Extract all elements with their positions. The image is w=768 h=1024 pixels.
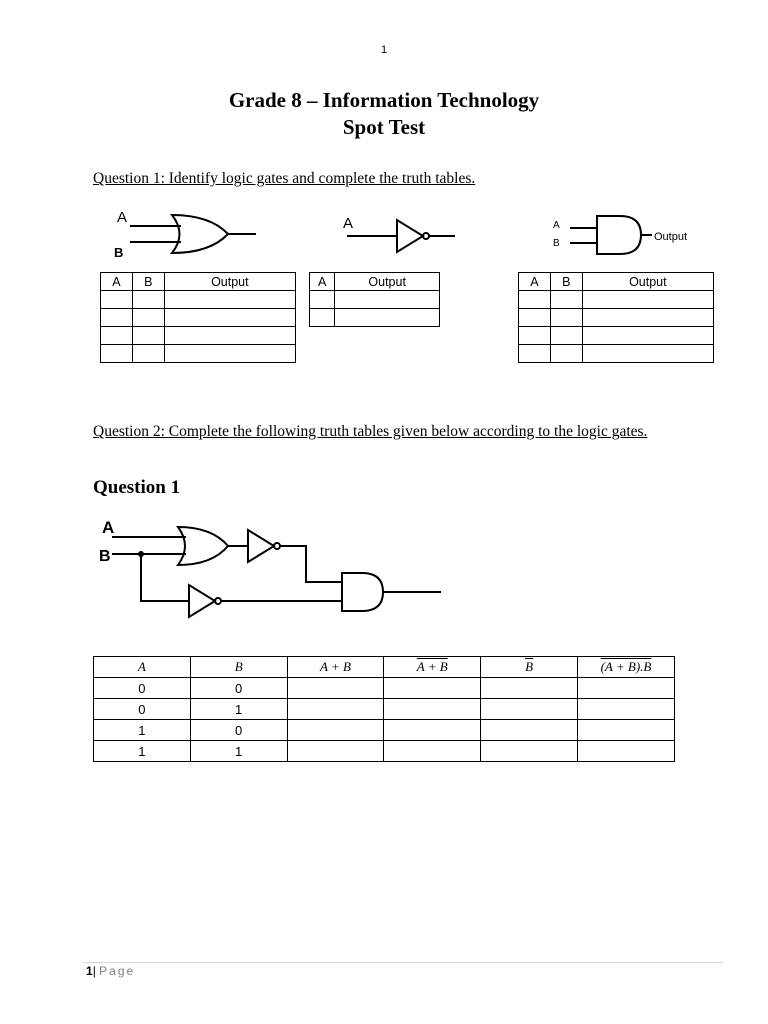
table-row xyxy=(101,345,296,363)
table-cell[interactable] xyxy=(384,741,481,762)
page-title: Grade 8 – Information Technology xyxy=(228,88,540,112)
table-cell[interactable] xyxy=(519,291,551,309)
and-gate-icon xyxy=(570,216,652,254)
table-cell[interactable] xyxy=(384,699,481,720)
table-cell: 1 xyxy=(94,720,191,741)
not-gate-input-a: A xyxy=(343,215,354,232)
table-cell[interactable] xyxy=(550,327,582,345)
table-cell[interactable] xyxy=(310,291,335,309)
overlined-expression: $\overline{B}$ xyxy=(525,659,534,674)
table-header: B xyxy=(550,273,582,291)
table-row xyxy=(101,291,296,309)
table-cell: 0 xyxy=(190,678,287,699)
table-cell[interactable] xyxy=(164,327,295,345)
circuit-input-b: B xyxy=(99,548,111,565)
header-page-number: 1 xyxy=(380,44,388,56)
table-cell[interactable] xyxy=(384,720,481,741)
table-cell[interactable] xyxy=(132,291,164,309)
and-gate-input-a: A xyxy=(553,220,560,231)
table-cell: 0 xyxy=(94,678,191,699)
table-header: A xyxy=(101,273,133,291)
table-row xyxy=(519,291,714,309)
not-gate-icon xyxy=(189,585,342,617)
table-cell[interactable] xyxy=(287,741,384,762)
table-cell[interactable] xyxy=(577,741,674,762)
question2-subheading: Question 1 xyxy=(93,477,181,498)
footer-page-number: 1 xyxy=(86,964,93,978)
footer-divider xyxy=(83,962,723,963)
table-cell[interactable] xyxy=(101,327,133,345)
or-gate-input-b: B xyxy=(114,245,124,260)
and-gate-icon xyxy=(342,573,441,611)
question1-text: Question 1: Identify logic gates and complete the truth tables. xyxy=(93,170,476,187)
page-footer xyxy=(86,964,135,978)
table-row xyxy=(94,741,675,762)
table-row xyxy=(94,720,675,741)
table-cell[interactable] xyxy=(577,699,674,720)
table-cell[interactable] xyxy=(384,678,481,699)
table-cell[interactable] xyxy=(481,720,578,741)
table-header: Output xyxy=(582,273,713,291)
table-row xyxy=(101,327,296,345)
table-header: A xyxy=(310,273,335,291)
table-row xyxy=(94,678,675,699)
table-header: A xyxy=(519,273,551,291)
table-cell[interactable] xyxy=(481,678,578,699)
table-cell: 0 xyxy=(190,720,287,741)
table-cell[interactable] xyxy=(101,309,133,327)
table-cell[interactable] xyxy=(287,699,384,720)
table-row xyxy=(519,309,714,327)
table-cell: 0 xyxy=(94,699,191,720)
q1-truth-table-2 xyxy=(309,272,440,327)
table-row xyxy=(519,327,714,345)
table-cell[interactable] xyxy=(335,291,440,309)
table-cell[interactable] xyxy=(310,309,335,327)
table-row xyxy=(310,309,440,327)
table-cell[interactable] xyxy=(582,345,713,363)
table-header xyxy=(481,657,578,678)
table-header: B xyxy=(132,273,164,291)
table-header: A xyxy=(94,657,191,678)
table-cell[interactable] xyxy=(335,309,440,327)
table-header: A + B xyxy=(287,657,384,678)
table-header: B xyxy=(190,657,287,678)
overlined-expression: A + B xyxy=(416,659,448,674)
table-cell[interactable] xyxy=(164,345,295,363)
table-cell[interactable] xyxy=(132,309,164,327)
overlined-expression: (A + B).B xyxy=(600,659,652,674)
table-cell[interactable] xyxy=(132,345,164,363)
table-row xyxy=(310,291,440,309)
or-gate-icon xyxy=(178,527,248,565)
table-cell: 1 xyxy=(94,741,191,762)
table-row xyxy=(101,309,296,327)
table-header xyxy=(577,657,674,678)
table-cell[interactable] xyxy=(287,720,384,741)
table-cell[interactable] xyxy=(582,309,713,327)
table-cell[interactable] xyxy=(577,678,674,699)
or-gate-input-a: A xyxy=(117,209,128,226)
question1-gates-diagram xyxy=(0,200,768,270)
table-header xyxy=(384,657,481,678)
footer-separator: | xyxy=(92,964,96,978)
table-cell[interactable] xyxy=(101,345,133,363)
table-cell[interactable] xyxy=(519,327,551,345)
q2-truth-table xyxy=(93,656,675,762)
table-cell[interactable] xyxy=(550,345,582,363)
question2-text: Question 2: Complete the following truth tables given below according to the logic gates. xyxy=(93,423,648,440)
table-cell: 1 xyxy=(190,699,287,720)
not-gate-icon xyxy=(248,530,342,582)
table-cell[interactable] xyxy=(519,345,551,363)
table-header: Output xyxy=(335,273,440,291)
table-cell[interactable] xyxy=(164,309,295,327)
table-cell[interactable] xyxy=(132,327,164,345)
table-cell[interactable] xyxy=(164,291,295,309)
table-cell[interactable] xyxy=(582,327,713,345)
table-cell[interactable] xyxy=(519,309,551,327)
table-row xyxy=(519,345,714,363)
table-cell[interactable] xyxy=(481,699,578,720)
and-gate-output-label: Output xyxy=(654,231,688,243)
table-cell[interactable] xyxy=(550,309,582,327)
not-gate-icon xyxy=(347,220,455,252)
and-gate-input-b: B xyxy=(553,238,560,249)
table-cell[interactable] xyxy=(550,291,582,309)
table-header: Output xyxy=(164,273,295,291)
q1-truth-table-1 xyxy=(100,272,296,363)
footer-page-label: Page xyxy=(99,964,136,978)
table-row xyxy=(94,699,675,720)
table-cell[interactable] xyxy=(582,291,713,309)
circuit-input-a: A xyxy=(102,518,115,537)
table-cell[interactable] xyxy=(481,741,578,762)
table-cell[interactable] xyxy=(101,291,133,309)
page-subtitle: Spot Test xyxy=(342,115,426,139)
table-cell[interactable] xyxy=(577,720,674,741)
table-cell: 1 xyxy=(190,741,287,762)
or-gate-icon xyxy=(130,215,256,253)
q1-truth-table-3 xyxy=(518,272,714,363)
table-cell[interactable] xyxy=(287,678,384,699)
question2-circuit-diagram xyxy=(0,510,768,625)
